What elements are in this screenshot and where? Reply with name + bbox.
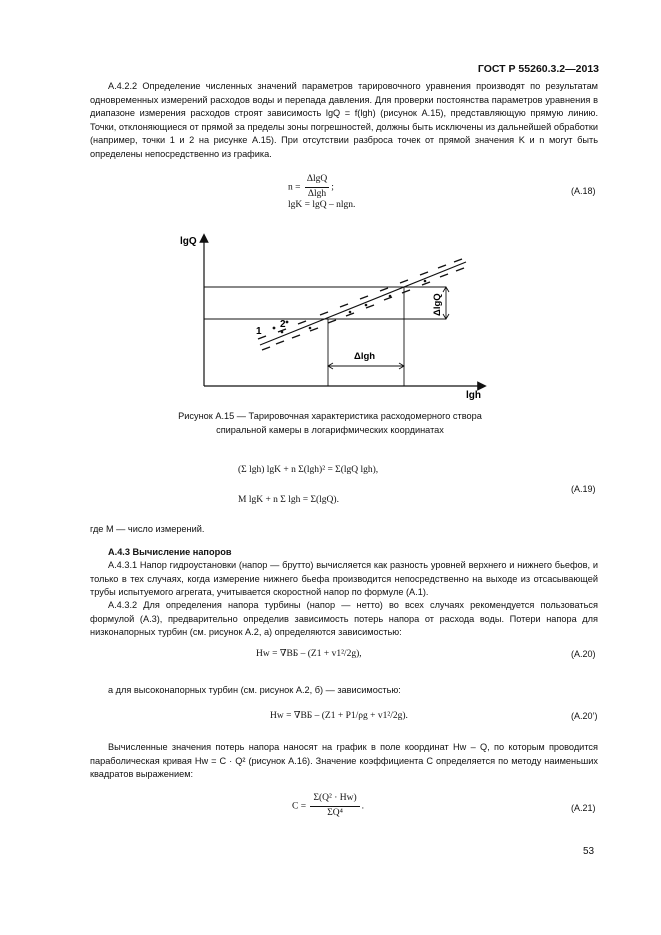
eq-a18-line2: lgK = lgQ – nlgn. bbox=[288, 200, 356, 210]
page-number: 53 bbox=[583, 846, 595, 857]
figure-caption bbox=[90, 410, 570, 437]
eq-a21-number: (А.21) bbox=[571, 803, 596, 813]
delta-h-label: Δlgh bbox=[354, 351, 376, 362]
eq-a21-numerator: Σ(Q² · Hw) bbox=[310, 792, 359, 807]
eq-a20: Hw = ∇ВБ – (Z1 + v1²/2g), bbox=[256, 649, 362, 659]
eq-a18-numerator: ΔlgQ bbox=[305, 173, 329, 188]
eq-a18-tail: ; bbox=[331, 182, 334, 193]
eq-a20-prime-number: (А.20’) bbox=[571, 711, 598, 721]
eq-a20-prime: Hw = ∇ВБ – (Z1 + P1/ρg + v1²/2g). bbox=[270, 711, 408, 721]
x-axis-label: lgh bbox=[466, 390, 481, 401]
paragraph-high-head: а для высоконапорных турбин (см. рисунок А.2, б) — зависимостью: bbox=[108, 685, 401, 695]
caption-line-1: Рисунок А.15 — Тарировочная характеристика расходомерного створа bbox=[178, 411, 482, 421]
eq-a19-number: (А.19) bbox=[571, 484, 596, 494]
eq-a19-line2: M lgK + n Σ lgh = Σ(lgQ). bbox=[238, 495, 339, 505]
eq-a19-line1: (Σ lgh) lgK + n Σ(lgh)² = Σ(lgQ lgh), bbox=[238, 465, 379, 475]
figure-a15 bbox=[170, 230, 500, 402]
delta-q-label: ΔlgQ bbox=[432, 293, 443, 316]
equation-a18 bbox=[288, 173, 334, 201]
paragraph-a4-3-2: А.4.3.2 Для определения напора турбины (напор — нетто) во всех случаях рекомендуется пользоваться формулой (А.3), предварительно определив зависимость потерь напора от расхода воды. Потери напора для низконапорных турбин (см. рисунок А.2, а) определяются зависимостью: bbox=[90, 600, 598, 638]
eq-a18-lhs: n = bbox=[288, 182, 301, 193]
eq-a21-tail: . bbox=[361, 801, 365, 812]
standard-header: ГОСТ Р 55260.3.2—2013 bbox=[477, 63, 599, 75]
eq-a20-number: (А.20) bbox=[571, 649, 596, 659]
eq-a21-lhs: C = bbox=[292, 801, 307, 812]
paragraph-a4-2-2: А.4.2.2 Определение численных значений параметров тарировочного уравнения производят по результатам одновременных измерений расходов воды и перепада давления. Для проверки постоянства параметров уравнения в диапазоне измерения расходов строят зависимость lgQ = f(lgh) (рисунок А.15), представляющую прямую линию. Точки, отклоняющиеся от прямой за пределы зоны погрешностей, должны быть исключены из дальнейшей обработки (например, точки 1 и 2 на рисунке А.15). При отсутствии разброса точек от прямой значения K и n могут быть определены непосредственно из графика. bbox=[90, 81, 598, 159]
y-axis-label: lgQ bbox=[180, 236, 197, 247]
eq-a21-denominator: ΣQ⁴ bbox=[327, 807, 343, 818]
point-1-label: 1 bbox=[256, 326, 262, 337]
point-2-label: 2 bbox=[280, 319, 286, 330]
section-a4-3-heading: А.4.3 Вычисление напоров bbox=[108, 547, 232, 557]
where-m-note: где M — число измерений. bbox=[90, 524, 205, 534]
paragraph-head-loss: Вычисленные значения потерь напора наносят на график в поле координат Hw – Q, по которым проводится параболическая кривая Hw = C · Q² (рисунок А.16). Значение коэффициента C определяется по методу наименьших квадратов выражением: bbox=[90, 742, 598, 780]
eq-a18-number: (А.18) bbox=[571, 186, 596, 196]
paragraph-a4-3-1: А.4.3.1 Напор гидроустановки (напор — брутто) вычисляется как разность уровней верхнего и нижнего бьефов, и только в тех случаях, когда измерение нижнего бьефа производится непосредственно на выходе из отсасывающей трубы испытуемого агрегата, учитывается скоростной напор по формуле (А.1). bbox=[90, 560, 598, 598]
eq-a18-denominator: Δlgh bbox=[307, 188, 327, 199]
caption-line-2: спиральной камеры в логарифмических координатах bbox=[216, 424, 444, 435]
equation-a21 bbox=[292, 792, 364, 820]
